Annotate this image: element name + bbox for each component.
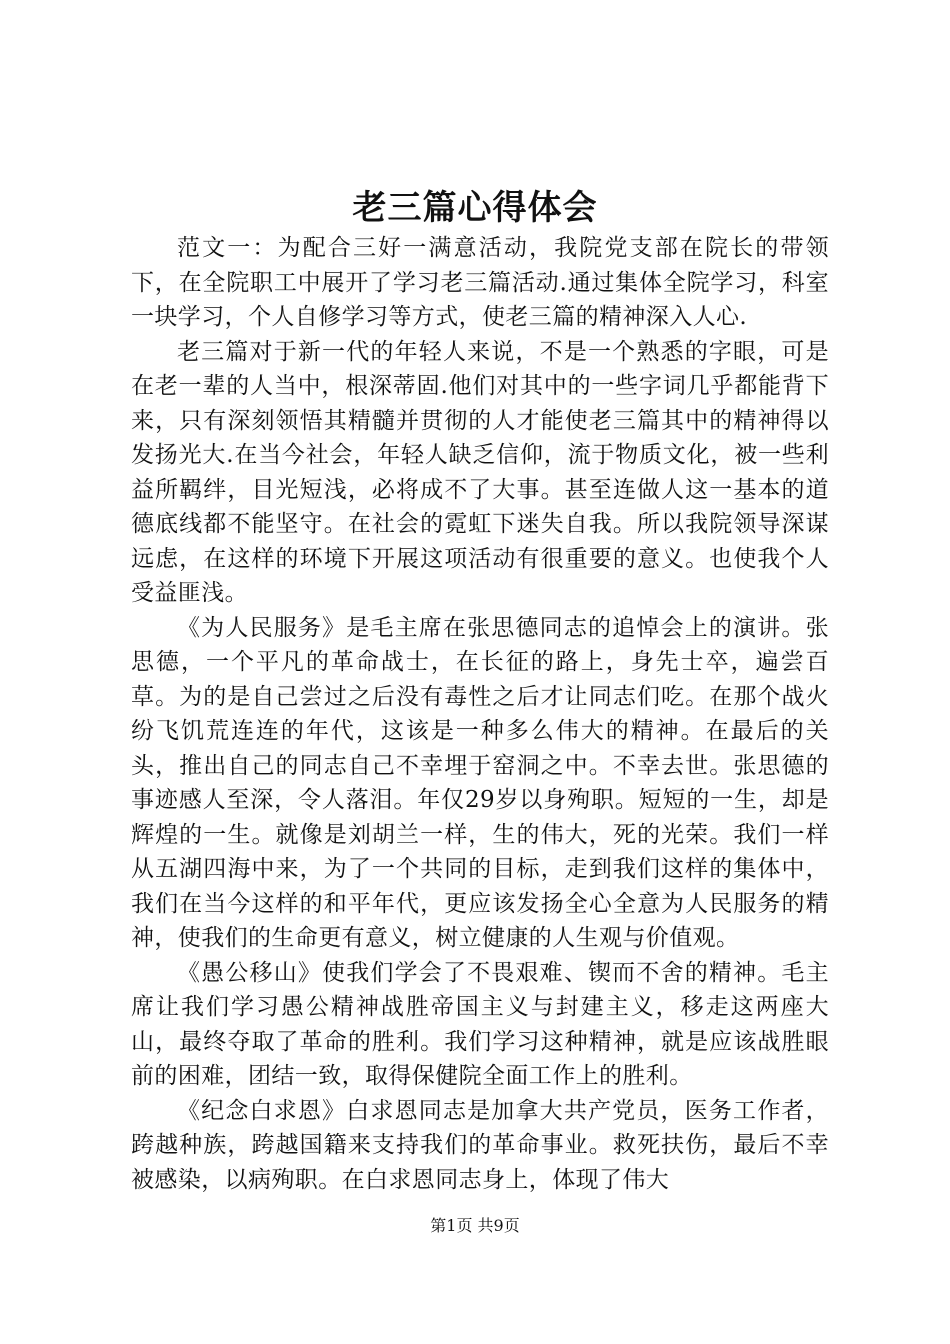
- paragraph: 《为人民服务》是毛主席在张思德同志的追悼会上的演讲。张思德，一个平凡的革命战士，在长征的路上，身先士卒，遍尝百草。为的是自己尝过之后没有毒性之后才让同志们吃。在那个战火纷飞饥荒连连的年代，这该是一种多么伟大的精神。在最后的关头，推出自己的同志自己不幸埋于窑洞之中。不幸去世。张思德的事迹感人至深，令人落泪。年仅29岁以身殉职。短短的一生，却是辉煌的一生。就像是刘胡兰一样，生的伟大，死的光荣。我们一样从五湖四海中来，为了一个共同的目标，走到我们这样的集体中，我们在当今这样的和平年代，更应该发扬全心全意为人民服务的精神，使我们的生命更有意义，树立健康的人生观与价值观。: [131, 614, 829, 951]
- page-footer: 第1页 共9页: [430, 1216, 520, 1235]
- paragraph: 老三篇对于新一代的年轻人来说，不是一个熟悉的字眼，可是在老一辈的人当中，根深蒂固.他们对其中的一些字词几乎都能背下来，只有深刻领悟其精髓并贯彻的人才能使老三篇其中的精神得以发扬光大.在当今社会，年轻人缺乏信仰，流于物质文化，被一些利益所羁绊，目光短浅，必将成不了大事。甚至连做人这一基本的道德底线都不能坚守。在社会的霓虹下迷失自我。所以我院领导深谋远虑，在这样的环境下开展这项活动有很重要的意义。也使我个人受益匪浅。: [131, 338, 829, 606]
- paragraph: 《纪念白求恩》白求恩同志是加拿大共产党员，医务工作者，跨越种族，跨越国籍来支持我们的革命事业。救死扶伤，最后不幸被感染，以病殉职。在白求恩同志身上，体现了伟大: [131, 1097, 829, 1193]
- paragraph: 《愚公移山》使我们学会了不畏艰难、锲而不舍的精神。毛主席让我们学习愚公精神战胜帝国主义与封建主义，移走这两座大山，最终夺取了革命的胜利。我们学习这种精神，就是应该战胜眼前的困难，团结一致，取得保健院全面工作上的胜利。: [131, 959, 829, 1089]
- paragraph: 范文一：为配合三好一满意活动，我院党支部在院长的带领下，在全院职工中展开了学习老三篇活动.通过集体全院学习，科室一块学习，个人自修学习等方式，使老三篇的精神深入人心.: [131, 235, 829, 330]
- document-title: 老三篇心得体会: [352, 188, 598, 228]
- document-body: [131, 231, 829, 1197]
